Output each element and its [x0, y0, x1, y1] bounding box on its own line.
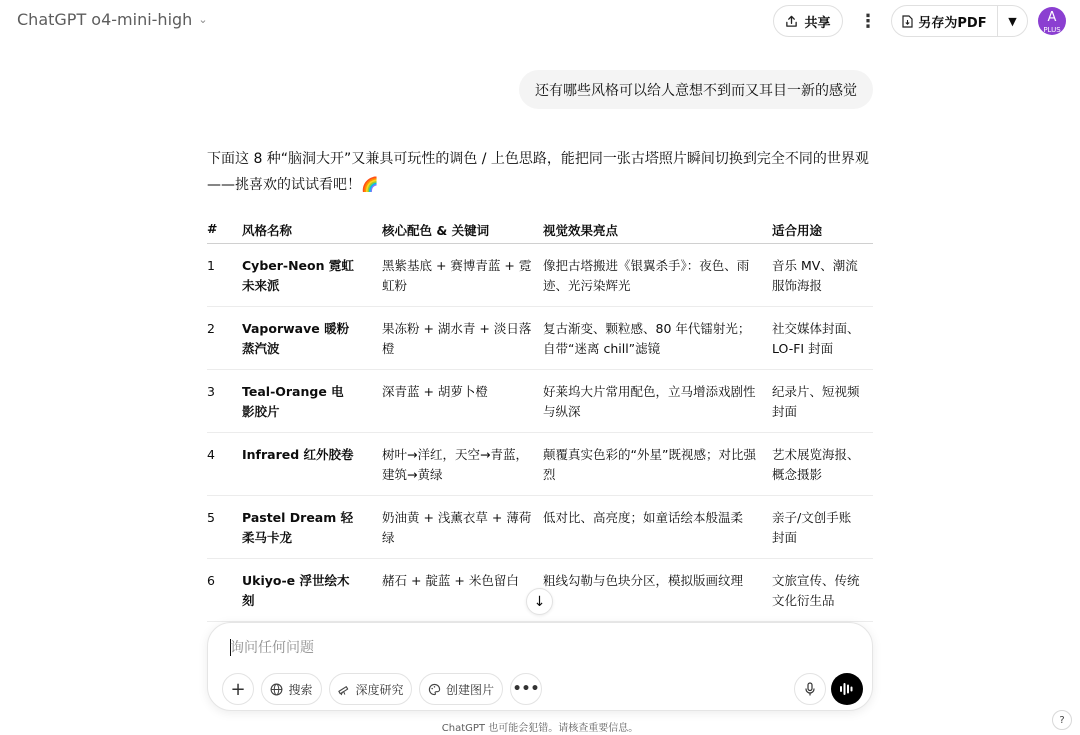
share-label: 共享	[804, 15, 831, 31]
core-colors: 深青蓝 + 胡萝卜橙	[382, 369, 543, 432]
search-label: 搜索	[288, 682, 313, 697]
triangle-down-icon: ▼	[1008, 14, 1017, 28]
column-header: 视觉效果亮点	[543, 216, 772, 243]
save-pdf-group	[891, 5, 1028, 37]
model-name: ChatGPT o4-mini-high	[17, 10, 193, 29]
column-header: 适合用途	[772, 216, 873, 243]
dictate-button[interactable]	[794, 673, 826, 705]
assistant-answer-intro: 下面这 8 种“脑洞大开”又兼具可玩性的调色 / 上色思路，能把同一张古塔照片瞬间切换到完全不同的世界观——挑喜欢的试试看吧！🌈	[207, 151, 869, 193]
style-name: Cyber-Neon 霓虹未来派	[242, 243, 382, 306]
scroll-to-bottom-button[interactable]	[526, 588, 553, 615]
user-message-bubble	[519, 70, 873, 109]
create-image-label: 创建图片	[445, 682, 494, 697]
globe-icon	[270, 683, 283, 696]
more-tools-button[interactable]	[510, 673, 542, 705]
ellipsis-icon: •••	[512, 681, 540, 697]
column-header: 风格名称	[242, 216, 382, 243]
model-selector[interactable]	[17, 10, 208, 29]
document-icon	[902, 15, 913, 28]
row-number: 1	[207, 243, 242, 306]
prompt-input[interactable]	[230, 637, 790, 659]
row-number: 3	[207, 369, 242, 432]
visual-highlight: 颠覆真实色彩的“外星”既视感；对比强烈	[543, 432, 772, 495]
arrow-down-icon: ↓	[533, 593, 546, 610]
user-message-text: 还有哪些风格可以给人意想不到而又耳目一新的感觉	[535, 82, 857, 99]
suitable-use: 文旅宣传、传统文化衍生品	[772, 558, 873, 621]
suitable-use: 音乐 MV、潮流服饰海报	[772, 243, 873, 306]
visual-highlight: 好莱坞大片常用配色，立马增添戏剧性与纵深	[543, 369, 772, 432]
style-name: Ukiyo-e 浮世绘木刻	[242, 558, 382, 621]
column-header: #	[207, 216, 242, 243]
style-name: Vaporwave 暖粉蒸汽波	[242, 306, 382, 369]
avatar[interactable]	[1038, 7, 1066, 35]
save-as-pdf-button[interactable]	[892, 6, 998, 36]
core-colors: 奶油黄 + 浅薰衣草 + 薄荷绿	[382, 495, 543, 558]
microphone-icon	[804, 682, 816, 696]
row-number: 4	[207, 432, 242, 495]
chevron-down-icon: ⌄	[198, 13, 208, 26]
avatar-letter: A	[1047, 10, 1057, 25]
visual-highlight: 像把古塔搬进《银翼杀手》：夜色、雨迹、光污染辉光	[543, 243, 772, 306]
waveform-icon	[839, 682, 855, 696]
table-row	[207, 369, 873, 432]
deep-research-label: 深度研究	[355, 682, 404, 697]
row-number: 2	[207, 306, 242, 369]
palette-icon	[428, 683, 441, 696]
row-number: 5	[207, 495, 242, 558]
save-as-pdf-label: 另存为PDF	[918, 15, 987, 31]
column-header: 核心配色 & 关键词	[382, 216, 543, 243]
visual-highlight: 复古渐变、颗粒感、80 年代镭射光；自带“迷离 chill”滤镜	[543, 306, 772, 369]
top-bar	[0, 0, 1080, 42]
voice-mode-button[interactable]	[831, 673, 863, 705]
more-options-icon[interactable]: ⋮	[859, 10, 877, 32]
suitable-use: 亲子/文创手账封面	[772, 495, 873, 558]
share-icon	[785, 15, 798, 28]
deep-research-button[interactable]	[329, 673, 412, 705]
core-colors: 树叶→洋红，天空→青蓝，建筑→黄绿	[382, 432, 543, 495]
pdf-dropdown-button[interactable]	[998, 15, 1027, 28]
table-row	[207, 306, 873, 369]
core-colors: 果冻粉 + 湖水青 + 淡日落橙	[382, 306, 543, 369]
suitable-use: 艺术展览海报、概念摄影	[772, 432, 873, 495]
plus-icon: +	[230, 678, 246, 700]
visual-highlight: 粗线勾勒与色块分区，模拟版画纹理	[543, 558, 772, 621]
style-name: Pastel Dream 轻柔马卡龙	[242, 495, 382, 558]
add-attachment-button[interactable]	[222, 673, 254, 705]
help-icon: ?	[1059, 714, 1065, 726]
telescope-icon	[337, 683, 350, 696]
row-number: 6	[207, 558, 242, 621]
disclaimer-text: ChatGPT 也可能会犯错。请核查重要信息。	[441, 723, 639, 734]
create-image-button[interactable]	[419, 673, 503, 705]
style-name: Infrared 红外胶卷	[242, 432, 382, 495]
table-header-row	[207, 216, 873, 243]
style-name: Teal-Orange 电影胶片	[242, 369, 382, 432]
search-button[interactable]	[261, 673, 322, 705]
table-row	[207, 432, 873, 495]
table-row	[207, 495, 873, 558]
core-colors: 黑紫基底 + 赛博青蓝 + 霓虹粉	[382, 243, 543, 306]
help-button[interactable]	[1052, 710, 1072, 730]
suitable-use: 社交媒体封面、LO-FI 封面	[772, 306, 873, 369]
core-colors: 赭石 + 靛蓝 + 米色留白	[382, 558, 543, 621]
style-table-container	[207, 216, 873, 622]
share-button[interactable]	[773, 5, 843, 37]
visual-highlight: 低对比、高亮度；如童话绘本般温柔	[543, 495, 772, 558]
table-row	[207, 243, 873, 306]
plan-badge: PLUS	[1043, 26, 1061, 34]
suitable-use: 纪录片、短视频封面	[772, 369, 873, 432]
message-composer	[207, 622, 873, 711]
